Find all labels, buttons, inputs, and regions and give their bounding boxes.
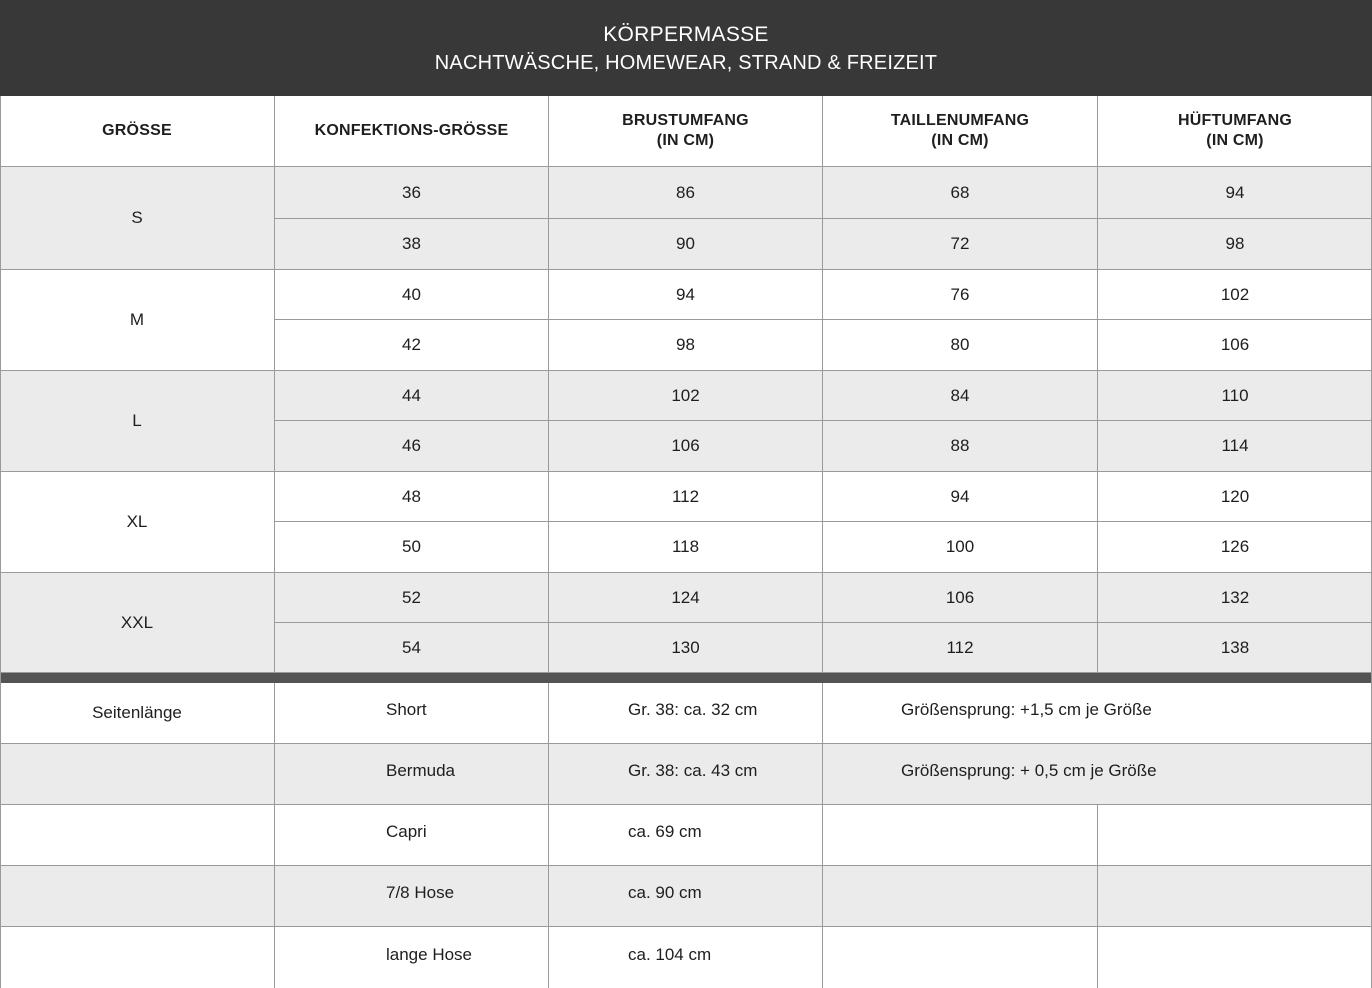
cell-huefte-text: 106: [1220, 335, 1250, 354]
cell-brust-text: 94: [676, 284, 695, 304]
cell-brust-text: 130: [671, 637, 700, 657]
cell-brust: [548, 270, 822, 320]
column-header-line1: KONFEKTIONS-GRÖSSE: [314, 122, 509, 139]
cell-taille: [822, 421, 1097, 472]
column-header-line1: BRUSTUMFANG: [622, 112, 749, 129]
side-length-label: [0, 927, 274, 988]
cell-taille-text: 100: [945, 537, 975, 556]
cell-huefte-text: 102: [1220, 284, 1250, 304]
pants-type: [274, 744, 548, 805]
cell-konfektion-text: 50: [402, 537, 421, 556]
cell-taille-text: 68: [950, 182, 970, 202]
cell-taille: [822, 320, 1097, 371]
cell-konfektion-text: 42: [402, 335, 421, 354]
size-group-label: [0, 167, 274, 270]
side-length-label-text: Seitenlänge: [92, 703, 182, 722]
size-group-label-text: L: [132, 411, 142, 430]
column-header-groesse: [0, 96, 274, 167]
empty-cell: [822, 927, 1097, 988]
pants-type-text: Capri: [386, 822, 427, 841]
cell-taille: [822, 371, 1097, 421]
cell-brust-text: 118: [671, 537, 700, 556]
side-length-label: [0, 866, 274, 927]
cell-konfektion-text: 38: [402, 234, 421, 253]
cell-huefte-text: 110: [1221, 385, 1249, 405]
cell-konfektion: [274, 219, 548, 270]
pants-length: [548, 683, 822, 744]
size-group-label: [0, 472, 274, 573]
cell-huefte-text: 138: [1220, 637, 1250, 657]
cell-konfektion: [274, 167, 548, 219]
size-group-label-text: XXL: [120, 612, 154, 632]
pants-type: [274, 683, 548, 744]
cell-brust-text: 106: [671, 436, 700, 455]
cell-huefte: [1097, 320, 1372, 371]
column-header-line1: HÜFTUMFANG: [1178, 112, 1292, 129]
cell-konfektion-text: 48: [402, 486, 421, 506]
size-group-label: [0, 270, 274, 371]
cell-huefte: [1097, 219, 1372, 270]
cell-taille-text: 72: [950, 234, 970, 253]
section-separator: [0, 673, 1372, 683]
column-header-line1: GRÖSSE: [102, 122, 172, 139]
empty-cell: [1097, 805, 1372, 866]
cell-huefte-text: 98: [1225, 234, 1245, 253]
cell-taille-text: 112: [946, 637, 974, 657]
cell-konfektion-text: 46: [402, 436, 421, 455]
pants-length-text: ca. 69 cm: [628, 822, 702, 841]
cell-taille: [822, 167, 1097, 219]
cell-brust: [548, 219, 822, 270]
pants-type: [274, 927, 548, 988]
cell-brust: [548, 421, 822, 472]
cell-taille-text: 80: [950, 335, 970, 354]
cell-huefte-text: 126: [1220, 537, 1250, 556]
cell-huefte-text: 114: [1221, 436, 1249, 455]
cell-konfektion-text: 36: [402, 182, 421, 202]
cell-brust-text: 124: [671, 587, 700, 607]
size-group-label: [0, 371, 274, 472]
size-step-note-text: Größensprung: + 0,5 cm je Größe: [901, 761, 1157, 780]
empty-cell: [822, 866, 1097, 927]
cell-huefte: [1097, 167, 1372, 219]
cell-konfektion-text: 52: [402, 587, 421, 607]
cell-brust: [548, 573, 822, 623]
cell-brust-text: 90: [676, 234, 695, 253]
cell-taille-text: 84: [950, 385, 970, 405]
cell-taille: [822, 522, 1097, 573]
pants-type: [274, 866, 548, 927]
pants-length-text: ca. 104 cm: [628, 944, 712, 964]
pants-length: [548, 927, 822, 988]
cell-konfektion-text: 54: [402, 637, 421, 657]
cell-konfektion: [274, 371, 548, 421]
cell-brust: [548, 623, 822, 673]
cell-brust-text: 102: [671, 385, 700, 405]
cell-taille-text: 76: [950, 284, 970, 304]
cell-brust: [548, 371, 822, 421]
pants-length: [548, 805, 822, 866]
cell-konfektion: [274, 522, 548, 573]
cell-taille: [822, 623, 1097, 673]
cell-huefte-text: 132: [1220, 587, 1250, 607]
cell-taille: [822, 219, 1097, 270]
cell-konfektion: [274, 472, 548, 522]
column-header-taille: [822, 96, 1097, 167]
column-header-line1: TAILLENUMFANG: [890, 112, 1030, 129]
cell-konfektion-text: 40: [402, 284, 421, 304]
column-header-huefte: [1097, 96, 1372, 167]
side-length-label: [0, 683, 274, 744]
cell-huefte-text: 94: [1225, 182, 1245, 202]
side-length-label: [0, 805, 274, 866]
cell-konfektion: [274, 270, 548, 320]
cell-huefte: [1097, 270, 1372, 320]
cell-brust: [548, 320, 822, 371]
cell-konfektion-text: 44: [402, 385, 421, 405]
pants-type-text: lange Hose: [386, 944, 473, 964]
column-header-konfektion: [274, 96, 548, 167]
size-group-label-text: XL: [126, 512, 148, 531]
cell-brust: [548, 522, 822, 573]
cell-huefte: [1097, 472, 1372, 522]
size-group-label-text: M: [129, 310, 145, 329]
cell-konfektion: [274, 320, 548, 371]
table-header-banner: [0, 0, 1372, 96]
cell-huefte: [1097, 573, 1372, 623]
size-step-note: [822, 744, 1372, 805]
cell-konfektion: [274, 623, 548, 673]
pants-type: [274, 805, 548, 866]
cell-brust: [548, 167, 822, 219]
cell-huefte: [1097, 371, 1372, 421]
size-group-label: [0, 573, 274, 673]
pants-length-text: ca. 90 cm: [628, 883, 702, 902]
column-header-line2: (IN CM): [931, 132, 989, 149]
cell-taille: [822, 573, 1097, 623]
cell-konfektion: [274, 421, 548, 472]
pants-type-text: Bermuda: [386, 761, 455, 780]
cell-huefte-text: 120: [1220, 486, 1250, 506]
cell-taille: [822, 472, 1097, 522]
pants-length: [548, 866, 822, 927]
page-subtitle: NACHTWÄSCHE, HOMEWEAR, STRAND & FREIZEIT: [434, 52, 938, 74]
cell-brust: [548, 472, 822, 522]
empty-cell: [1097, 927, 1372, 988]
cell-brust-text: 86: [676, 182, 695, 202]
pants-length: [548, 744, 822, 805]
column-header-line2: (IN CM): [656, 132, 715, 149]
cell-taille: [822, 270, 1097, 320]
pants-length-text: Gr. 38: ca. 32 cm: [628, 700, 758, 719]
cell-taille-text: 94: [950, 486, 970, 506]
column-header-brust: [548, 96, 822, 167]
cell-konfektion: [274, 573, 548, 623]
pants-type-text: Short: [386, 700, 427, 719]
empty-cell: [1097, 866, 1372, 927]
size-step-note: [822, 683, 1372, 744]
cell-huefte: [1097, 623, 1372, 673]
empty-cell: [822, 805, 1097, 866]
cell-taille-text: 106: [945, 587, 975, 607]
page-title: KÖRPERMASSE: [603, 23, 769, 46]
cell-brust-text: 112: [671, 486, 700, 506]
cell-huefte: [1097, 421, 1372, 472]
size-step-note-text: Größensprung: +1,5 cm je Größe: [901, 700, 1152, 719]
side-length-label: [0, 744, 274, 805]
cell-taille-text: 88: [950, 436, 970, 455]
column-header-line2: (IN CM): [1206, 132, 1264, 149]
pants-length-text: Gr. 38: ca. 43 cm: [628, 761, 758, 780]
cell-huefte: [1097, 522, 1372, 573]
size-group-label-text: S: [131, 208, 143, 227]
cell-brust-text: 98: [676, 335, 695, 354]
pants-type-text: 7/8 Hose: [386, 883, 455, 902]
